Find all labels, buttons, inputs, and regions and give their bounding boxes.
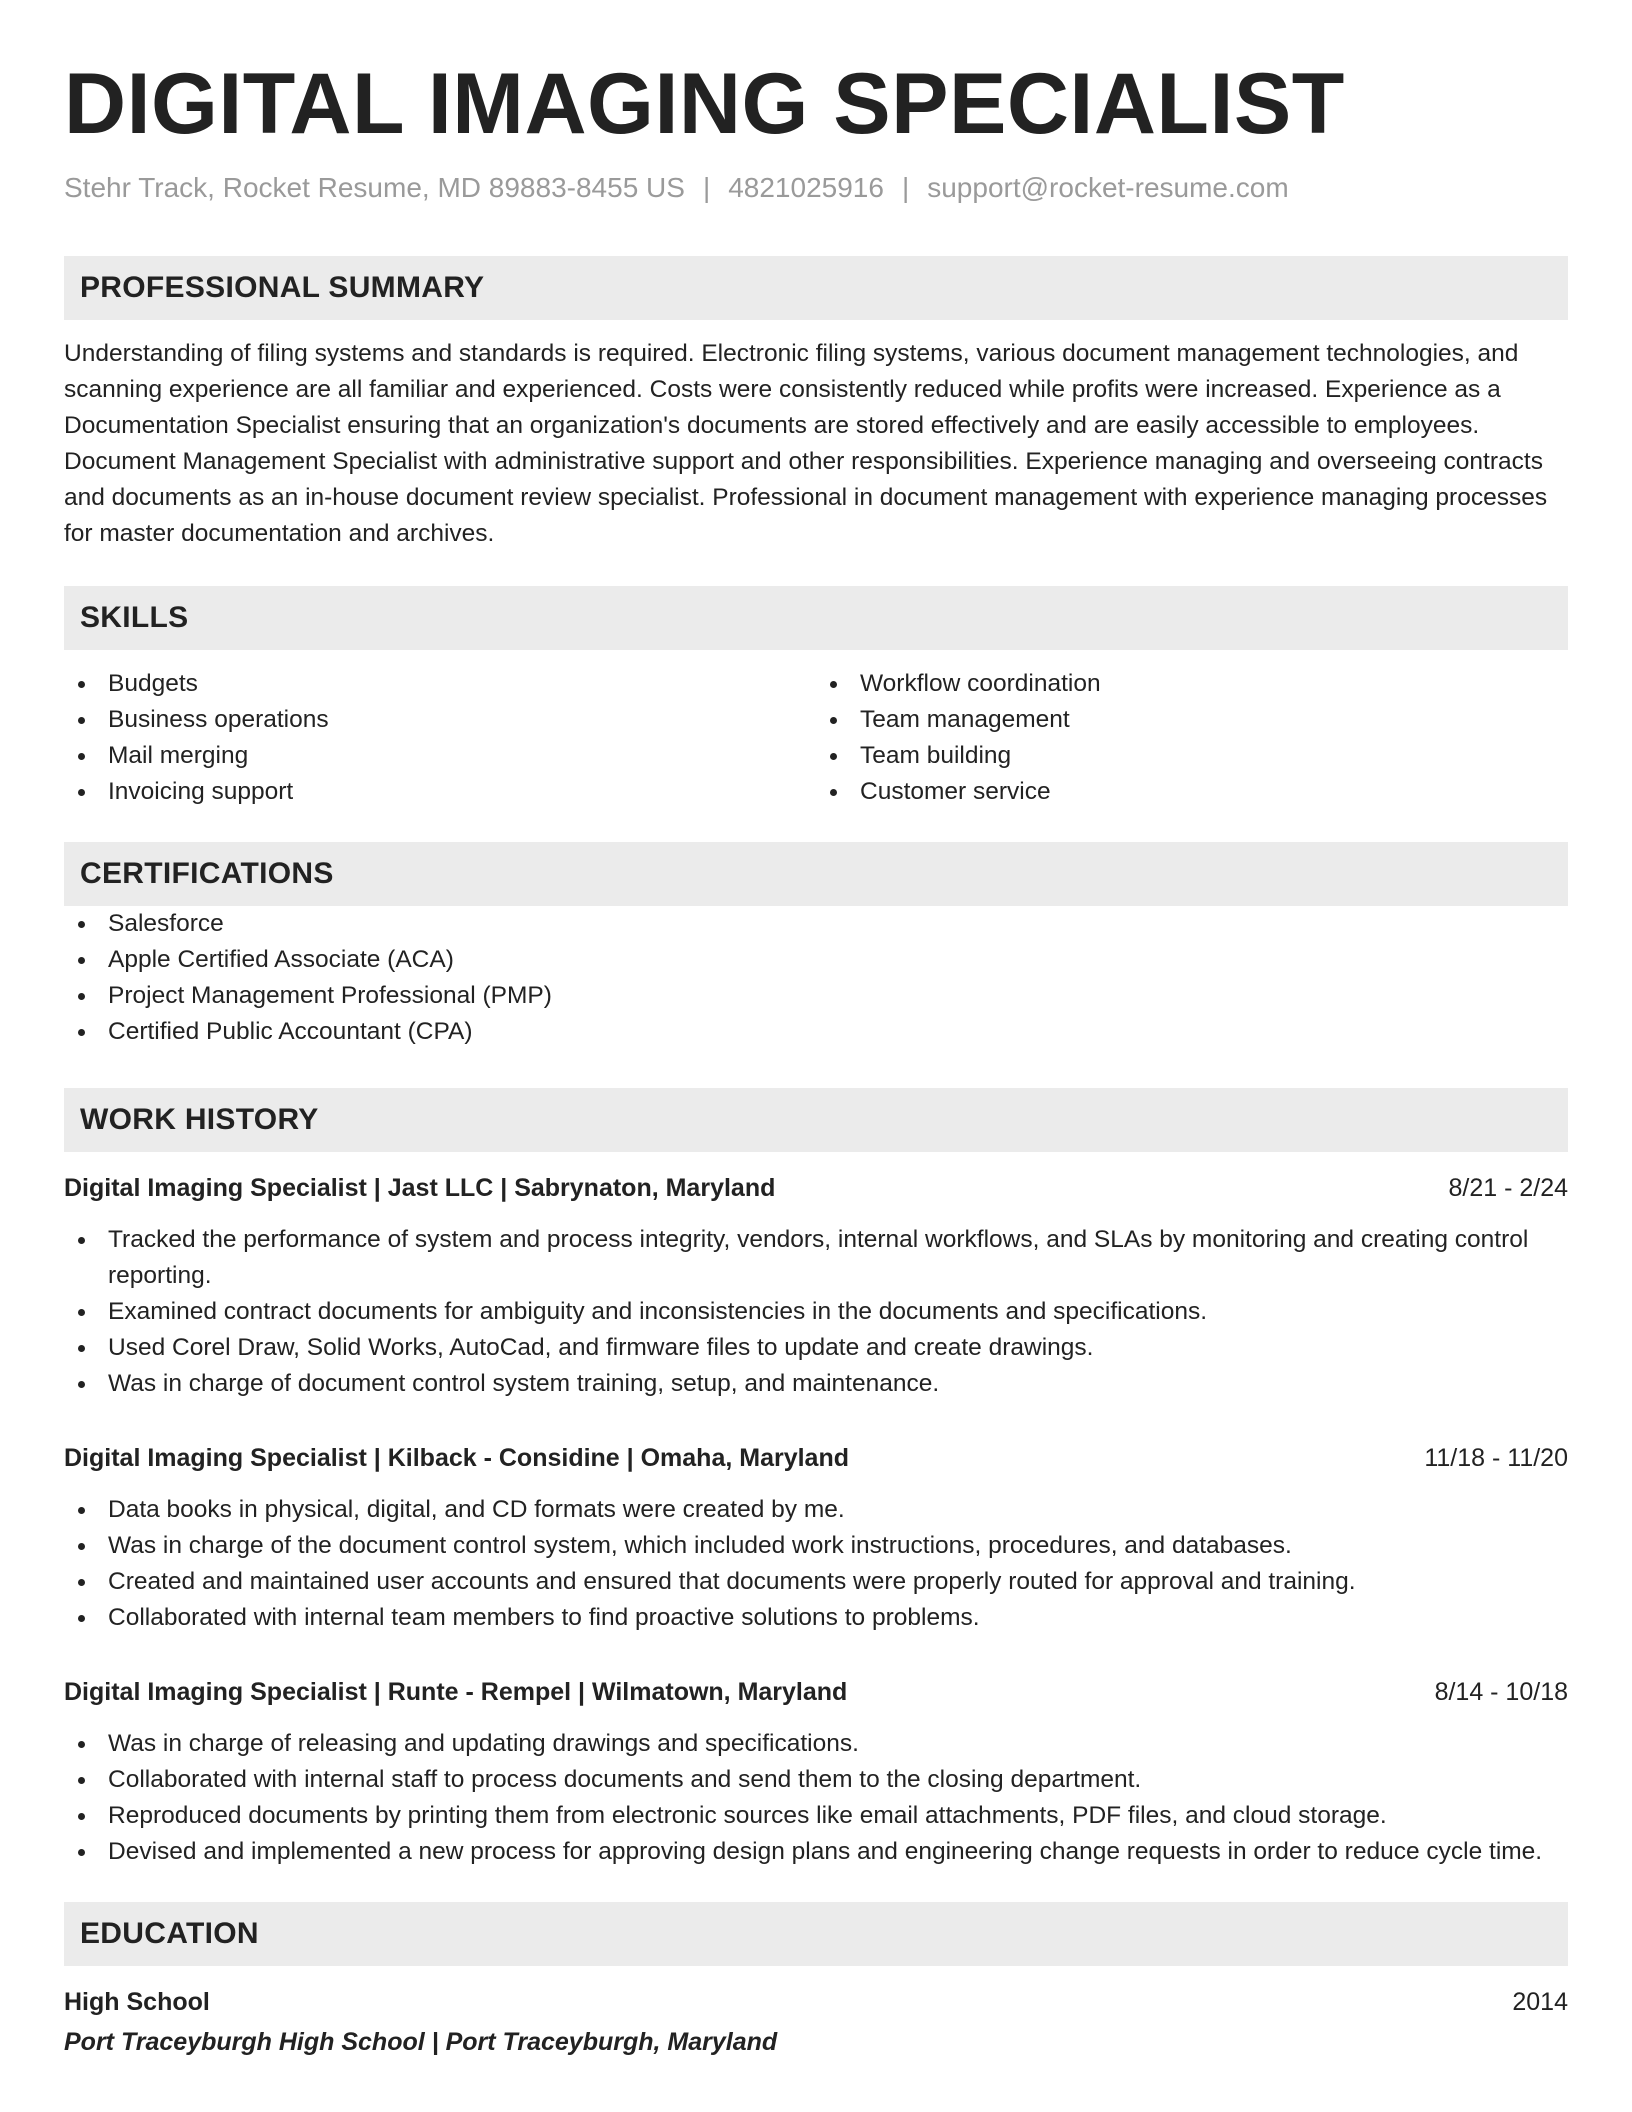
bullet-icon xyxy=(830,789,837,796)
job-bullet: Used Corel Draw, Solid Works, AutoCad, and firmware files to update and create drawings. xyxy=(64,1330,1568,1366)
bullet-icon xyxy=(78,1381,85,1388)
bullet-icon xyxy=(78,957,85,964)
job-bullet: Was in charge of releasing and updating drawings and specifications. xyxy=(64,1726,1568,1762)
job-header xyxy=(64,1170,1568,1206)
bullet-icon xyxy=(78,1237,85,1244)
certifications-list xyxy=(64,906,1568,1050)
section-header-certifications: CERTIFICATIONS xyxy=(64,842,1568,906)
job-bullet: Was in charge of document control system training, setup, and maintenance. xyxy=(64,1366,1568,1402)
job-bullet: Data books in physical, digital, and CD formats were created by me. xyxy=(64,1492,1568,1528)
bullet-icon xyxy=(830,681,837,688)
job-bullet: Created and maintained user accounts and ensured that documents were properly routed for approval and training. xyxy=(64,1564,1568,1600)
bullet-icon xyxy=(78,1507,85,1514)
bullet-icon xyxy=(830,753,837,760)
bullet-icon xyxy=(78,993,85,1000)
job-bullet: Tracked the performance of system and process integrity, vendors, internal workflows, and SLAs by monitoring and creating control reporting. xyxy=(64,1222,1568,1294)
bullet-icon xyxy=(78,921,85,928)
job-dates: 8/21 - 2/24 xyxy=(1448,1174,1568,1202)
job-bullet: Devised and implemented a new process for approving design plans and engineering change requests in order to reduce cycle time. xyxy=(64,1834,1568,1870)
job-bullet: Collaborated with internal team members to find proactive solutions to problems. xyxy=(64,1600,1568,1636)
section-header-summary: PROFESSIONAL SUMMARY xyxy=(64,256,1568,320)
bullet-icon xyxy=(78,681,85,688)
education-header xyxy=(64,1984,1568,2020)
skills-list xyxy=(64,666,1568,810)
job-bullets xyxy=(64,1726,1568,1870)
contact-line xyxy=(64,170,1568,206)
job-header xyxy=(64,1440,1568,1476)
skill-item: Team building xyxy=(816,738,1568,774)
contact-email: support@rocket-resume.com xyxy=(927,172,1289,203)
job-entry xyxy=(64,1674,1568,1870)
skill-item: Budgets xyxy=(64,666,816,702)
job-entry xyxy=(64,1440,1568,1636)
bullet-icon xyxy=(78,753,85,760)
skill-item: Team management xyxy=(816,702,1568,738)
education-entry xyxy=(64,1984,1568,2060)
job-bullet: Was in charge of the document control system, which included work instructions, procedures, and databases. xyxy=(64,1528,1568,1564)
skill-item: Business operations xyxy=(64,702,816,738)
certification-item: Certified Public Accountant (CPA) xyxy=(64,1014,1568,1050)
certification-item: Salesforce xyxy=(64,906,1568,942)
job-bullet: Examined contract documents for ambiguity and inconsistencies in the documents and specifications. xyxy=(64,1294,1568,1330)
job-title: Digital Imaging Specialist | Runte - Rempel | Wilmatown, Maryland xyxy=(64,1678,848,1706)
contact-phone: 4821025916 xyxy=(728,172,884,203)
bullet-icon xyxy=(78,1345,85,1352)
bullet-icon xyxy=(78,1029,85,1036)
bullet-icon xyxy=(78,789,85,796)
bullet-icon xyxy=(78,1813,85,1820)
bullet-icon xyxy=(78,1309,85,1316)
job-title: Digital Imaging Specialist | Jast LLC | Sabrynaton, Maryland xyxy=(64,1174,776,1202)
skill-item: Invoicing support xyxy=(64,774,816,810)
bullet-icon xyxy=(78,1579,85,1586)
bullet-icon xyxy=(830,717,837,724)
bullet-icon xyxy=(78,1849,85,1856)
summary-text: Understanding of filing systems and standards is required. Electronic filing systems, various document management technologies, and scanning experience are all familiar and experienced. Costs were consistently reduced while profits were increased. Experience as a Documentation Specialist ensuring that an organization's documents are stored effectively and are easily accessible to employees. Document Management Specialist with administrative support and other responsibilities. Experience managing and overseeing contracts and documents as an in-house document review specialist. Professional in document management with experience managing processes for master documentation and archives. xyxy=(64,340,1548,547)
section-header-education: EDUCATION xyxy=(64,1902,1568,1966)
certification-item: Apple Certified Associate (ACA) xyxy=(64,942,1568,978)
skill-item: Workflow coordination xyxy=(816,666,1568,702)
job-bullets xyxy=(64,1222,1568,1402)
skills-column-left xyxy=(64,666,816,810)
candidate-name: DIGITAL IMAGING SPECIALIST xyxy=(64,56,1345,152)
contact-address: Stehr Track, Rocket Resume, MD 89883-8455 US xyxy=(64,172,685,203)
bullet-icon xyxy=(78,1615,85,1622)
skill-item: Mail merging xyxy=(64,738,816,774)
education-school: Port Traceyburgh High School | Port Traceyburgh, Maryland xyxy=(64,2028,778,2056)
education-year: 2014 xyxy=(1512,1988,1568,2016)
section-header-work-history: WORK HISTORY xyxy=(64,1088,1568,1152)
bullet-icon xyxy=(78,1741,85,1748)
contact-separator: | xyxy=(901,172,910,203)
job-header xyxy=(64,1674,1568,1710)
job-entry xyxy=(64,1170,1568,1402)
certification-item: Project Management Professional (PMP) xyxy=(64,978,1568,1014)
job-title: Digital Imaging Specialist | Kilback - Considine | Omaha, Maryland xyxy=(64,1444,849,1472)
skills-column-right xyxy=(816,666,1568,810)
skill-item: Customer service xyxy=(816,774,1568,810)
job-bullet: Collaborated with internal staff to process documents and send them to the closing department. xyxy=(64,1762,1568,1798)
job-bullet: Reproduced documents by printing them from electronic sources like email attachments, PDF files, and cloud storage. xyxy=(64,1798,1568,1834)
contact-separator: | xyxy=(702,172,711,203)
bullet-icon xyxy=(78,717,85,724)
job-dates: 11/18 - 11/20 xyxy=(1424,1444,1568,1472)
education-degree: High School xyxy=(64,1988,210,2016)
bullet-icon xyxy=(78,1777,85,1784)
job-bullets xyxy=(64,1492,1568,1636)
bullet-icon xyxy=(78,1543,85,1550)
section-header-skills: SKILLS xyxy=(64,586,1568,650)
job-dates: 8/14 - 10/18 xyxy=(1434,1678,1568,1706)
